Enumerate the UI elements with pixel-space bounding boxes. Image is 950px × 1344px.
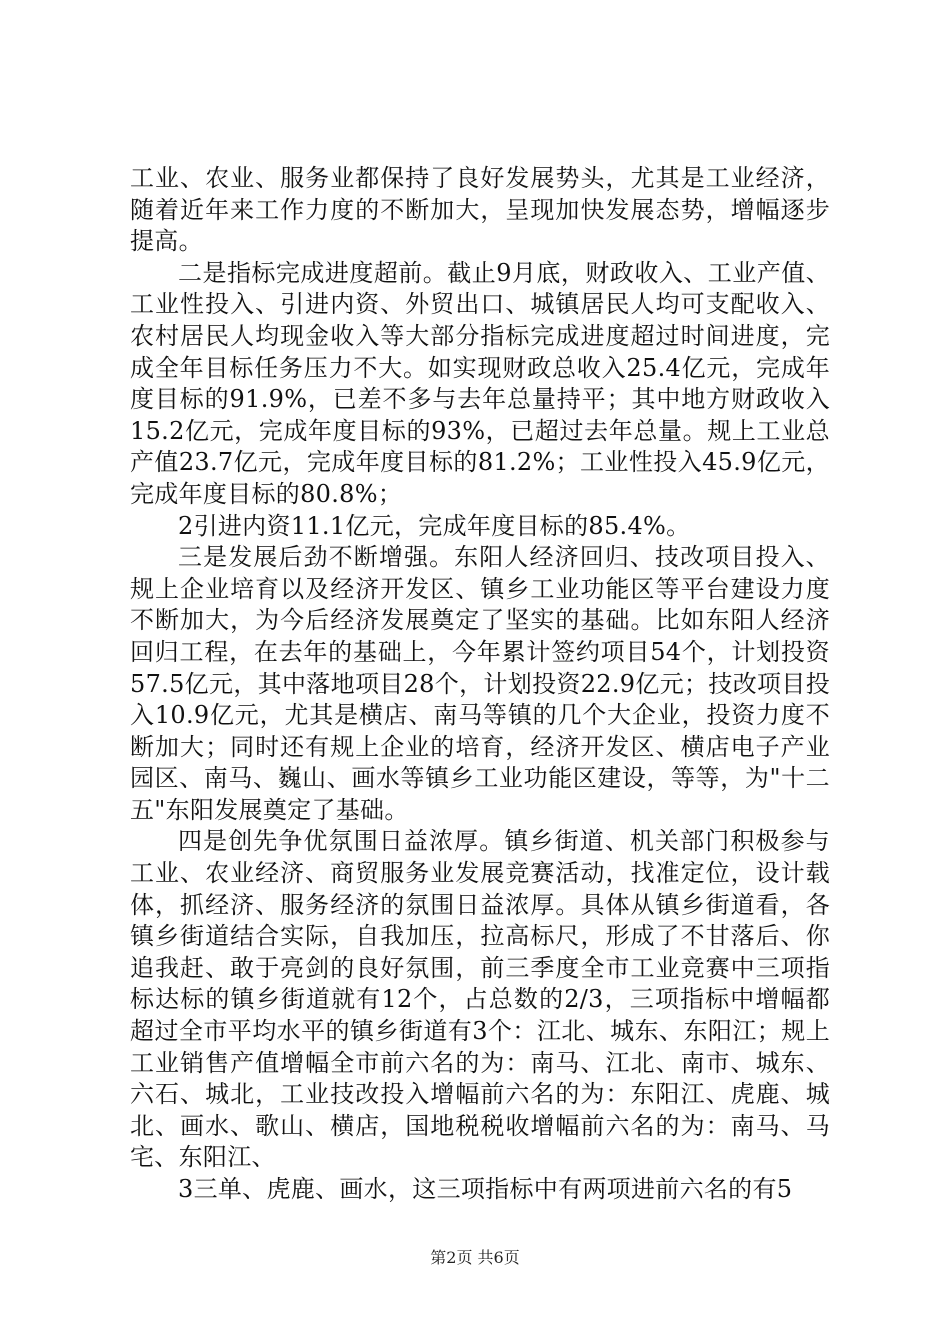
paragraph: 工业、农业、服务业都保持了良好发展势头，尤其是工业经济，随着近年来工作力度的不断加大，呈现加快发展态势，增幅逐步提高。 <box>130 164 830 256</box>
document-body <box>130 163 830 1206</box>
paragraph: 四是创先争优氛围日益浓厚。镇乡街道、机关部门积极参与工业、农业经济、商贸服务业发展竞赛活动，找准定位，设计载体，抓经济、服务经济的氛围日益浓厚。具体从镇乡街道看，各镇乡街道结合实际，自我加压，拉高标尺，形成了不甘落后、你追我赶、敢于亮剑的良好氛围，前三季度全市工业竞赛中三项指标达标的镇乡街道就有12个，占总数的2/3，三项指标中增幅都超过全市平均水平的镇乡街道有3个：江北、城东、东阳江；规上工业销售产值增幅全市前六名的为：南马、江北、南市、城东、六石、城北，工业技改投入增幅前六名的为：东阳江、虎鹿、城北、画水、歌山、横店，国地税税收增幅前六名的为：南马、马宅、东阳江、 <box>130 827 830 1172</box>
paragraph: 3三单、虎鹿、画水，这三项指标中有两项进前六名的有5 <box>178 1175 793 1203</box>
paragraph: 2引进内资11.1亿元，完成年度目标的85.4%。 <box>178 511 691 540</box>
page-number-footer: 第2页 共6页 <box>430 1248 520 1267</box>
paragraph: 二是指标完成进度超前。截止9月底，财政收入、工业产值、工业性投入、引进内资、外贸出口、城镇居民人均可支配收入、农村居民人均现金收入等大部分指标完成进度超过时间进度，完成全年目标任务压力不大。如实现财政总收入25.4亿元，完成年度目标的91.9%，已差不多与去年总量持平；其中地方财政收入15.2亿元，完成年度目标的93%，已超过去年总量。规上工业总产值23.7亿元，完成年度目标的81.2%；工业性投入45.9亿元，完成年度目标的80.8%； <box>130 258 830 508</box>
paragraph: 三是发展后劲不断增强。东阳人经济回归、技改项目投入、规上企业培育以及经济开发区、镇乡工业功能区等平台建设力度不断加大，为今后经济发展奠定了坚实的基础。比如东阳人经济回归工程，在去年的基础上，今年累计签约项目54个，计划投资57.5亿元，其中落地项目28个，计划投资22.9亿元；技改项目投入10.9亿元，尤其是横店、南马等镇的几个大企业，投资力度不断加大；同时还有规上企业的培育，经济开发区、横店电子产业园区、南马、巍山、画水等镇乡工业功能区建设，等等，为"十二五"东阳发展奠定了基础。 <box>130 543 830 824</box>
